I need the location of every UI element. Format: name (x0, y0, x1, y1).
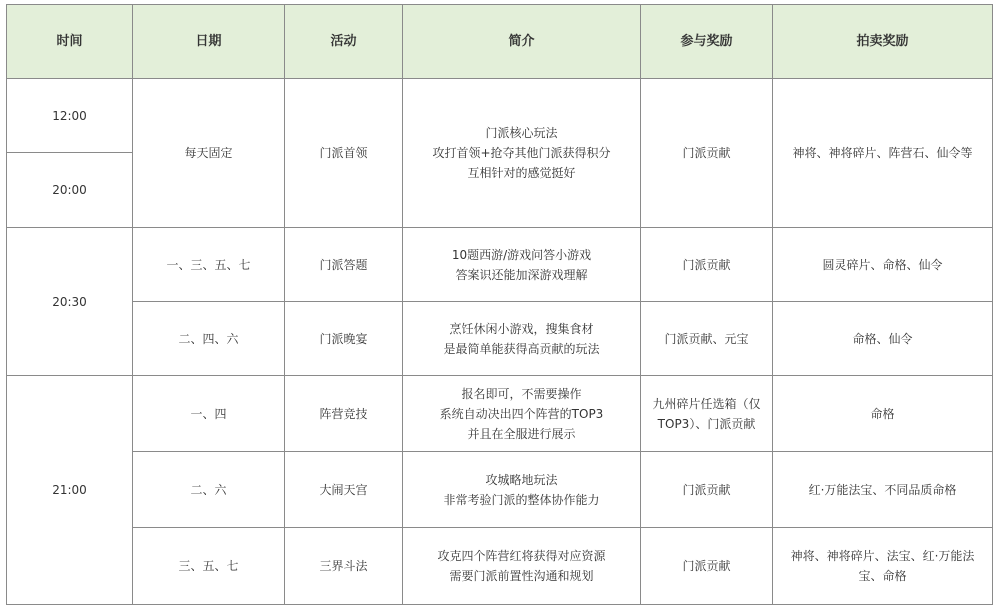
header-join-reward: 参与奖励 (641, 5, 773, 79)
intro-line: 门派核心玩法 (485, 126, 558, 140)
intro-line: 系统自动决出四个阵营的TOP3 (439, 406, 604, 421)
table-row (7, 228, 993, 302)
table-row (7, 302, 993, 376)
date-cell: 二、四、六 (133, 302, 285, 376)
schedule-table (6, 4, 993, 605)
header-intro: 简介 (403, 5, 641, 79)
auction-reward-cell (773, 302, 993, 376)
intro-cell (403, 302, 641, 376)
activity-cell: 三界斗法 (285, 528, 403, 605)
intro-cell (403, 528, 641, 605)
header-activity: 活动 (285, 5, 403, 79)
join-reward-cell (641, 376, 773, 452)
intro-line: 10题西游/游戏问答小游戏 (451, 247, 592, 262)
intro-cell (403, 452, 641, 528)
intro-cell (403, 376, 641, 452)
intro-line: 报名即可，不需要操作 (461, 386, 582, 401)
auction-reward-cell (773, 228, 993, 302)
time-cell: 21:00 (7, 376, 133, 605)
activity-cell: 大闹天宫 (285, 452, 403, 528)
activity-cell: 门派晚宴 (285, 302, 403, 376)
auction-reward-line: 圆灵碎片、命格、仙令 (822, 257, 943, 272)
join-reward-cell (641, 528, 773, 605)
intro-cell (403, 228, 641, 302)
activity-cell: 阵营竞技 (285, 376, 403, 452)
join-reward-cell (641, 452, 773, 528)
header-time: 时间 (7, 5, 133, 79)
time-cell: 12:00 (7, 79, 133, 153)
date-cell: 每天固定 (133, 79, 285, 228)
intro-line: 非常考验门派的整体协作能力 (443, 492, 600, 507)
date-cell: 一、三、五、七 (133, 228, 285, 302)
auction-reward-line: 命格、仙令 (852, 331, 913, 346)
activity-cell: 门派首领 (285, 79, 403, 228)
auction-reward-cell (773, 79, 993, 228)
intro-line: 烹饪休闲小游戏，搜集食材 (449, 321, 594, 336)
table-row (7, 79, 993, 153)
header-date: 日期 (133, 5, 285, 79)
auction-reward-line: 红·万能法宝、不同品质命格 (808, 482, 957, 497)
table-row (7, 452, 993, 528)
date-cell: 二、六 (133, 452, 285, 528)
auction-reward-line: 命格 (870, 406, 895, 421)
header-auction-reward: 拍卖奖励 (773, 5, 993, 79)
auction-reward-line: 宝、命格 (858, 569, 907, 583)
intro-line: 攻克四个阵营红将获得对应资源 (437, 549, 606, 563)
intro-line: 答案识还能加深游戏理解 (455, 267, 588, 282)
date-cell: 一、四 (133, 376, 285, 452)
table-row (7, 376, 993, 452)
join-reward-line: 门派贡献 (682, 482, 731, 497)
intro-line: 并且在全服进行展示 (467, 426, 576, 441)
join-reward-cell (641, 79, 773, 228)
join-reward-cell (641, 302, 773, 376)
join-reward-line: 门派贡献 (682, 257, 731, 272)
intro-line: 互相针对的感觉挺好 (467, 166, 576, 180)
table-row (7, 528, 993, 605)
intro-line: 攻打首领+抢夺其他门派获得积分 (432, 146, 611, 160)
join-reward-cell (641, 228, 773, 302)
intro-cell (403, 79, 641, 228)
intro-line: 需要门派前置性沟通和规划 (449, 569, 594, 583)
time-cell: 20:00 (7, 153, 133, 228)
join-reward-line: 门派贡献 (682, 146, 731, 160)
auction-reward-cell (773, 452, 993, 528)
join-reward-line: TOP3）、门派贡献 (657, 416, 756, 431)
join-reward-line: 九州碎片任选箱（仅 (652, 396, 761, 411)
intro-line: 是最简单能获得高贡献的玩法 (443, 341, 600, 356)
intro-line: 攻城略地玩法 (485, 472, 558, 487)
auction-reward-cell (773, 528, 993, 605)
join-reward-line: 门派贡献 (682, 559, 731, 573)
activity-cell: 门派答题 (285, 228, 403, 302)
join-reward-line: 门派贡献、元宝 (664, 331, 749, 346)
header-row (7, 5, 993, 79)
date-cell: 三、五、七 (133, 528, 285, 605)
auction-reward-line: 神将、神将碎片、阵营石、仙令等 (792, 146, 973, 160)
time-cell: 20:30 (7, 228, 133, 376)
auction-reward-line: 神将、神将碎片、法宝、红·万能法 (790, 549, 975, 563)
auction-reward-cell (773, 376, 993, 452)
